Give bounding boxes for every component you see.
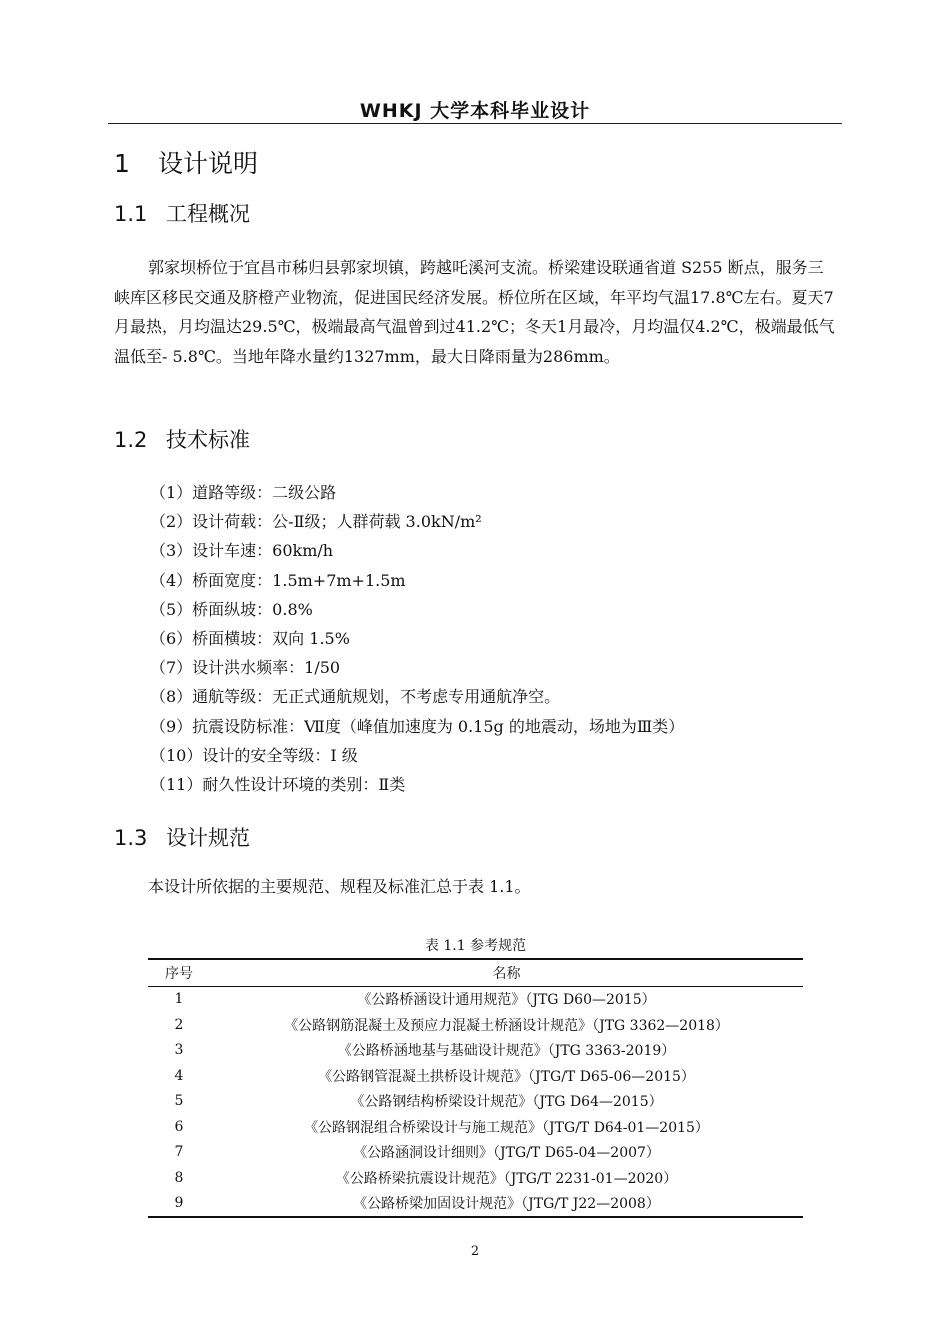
table-row bbox=[148, 1114, 803, 1140]
section-title: 技术标准 bbox=[166, 428, 250, 452]
chapter-title: 设计说明 bbox=[158, 149, 259, 178]
row-index: 4 bbox=[174, 1067, 184, 1084]
page-number: 2 bbox=[470, 1244, 480, 1259]
list-item: （11）耐久性设计环境的类别：Ⅱ类 bbox=[150, 774, 406, 794]
row-name: 《公路钢筋混凝土及预应力混凝土桥涵设计规范》（JTG 3362—2018） bbox=[284, 1017, 729, 1034]
section-heading-1-1 bbox=[114, 198, 250, 228]
table-row bbox=[148, 1191, 803, 1218]
row-index: 7 bbox=[174, 1144, 184, 1161]
column-header-name: 名称 bbox=[492, 965, 521, 982]
column-header-index: 序号 bbox=[165, 965, 193, 982]
section-number: 1.3 bbox=[114, 826, 148, 850]
overview-paragraph bbox=[114, 253, 839, 371]
row-name: 《公路涵洞设计细则》（JTG/T D65-04—2007） bbox=[353, 1145, 660, 1162]
row-index: 6 bbox=[174, 1118, 184, 1135]
section-title: 工程概况 bbox=[166, 202, 250, 226]
row-name: 《公路钢结构桥梁设计规范》（JTG D64—2015） bbox=[350, 1094, 663, 1111]
reference-table bbox=[148, 958, 803, 1218]
list-item: （2）设计荷载：公-Ⅱ级；人群荷载 3.0kN/m² bbox=[150, 512, 482, 532]
table-row bbox=[148, 1012, 803, 1038]
overview-text: 郭家坝桥位于宜昌市秭归县郭家坝镇，跨越吒溪河支流。桥梁建设联通省道 S255 断点，服务三峡库区移民交通及脐橙产业物流，促进国民经济发展。桥位所在区域，年平均气温17.8℃左右。夏天7月最热，月均温达29.5℃，极端最高气温曾到过41.2℃；冬天1月最冷，月均温仅4.2℃，极端最低气温低至- 5.8℃。当地年降水量约1327mm，最大日降雨量为286mm。 bbox=[114, 258, 835, 366]
section-title: 设计规范 bbox=[166, 826, 250, 850]
section-number: 1.2 bbox=[114, 428, 148, 452]
row-name: 《公路桥梁加固设计规范》（JTG/T J22—2008） bbox=[353, 1196, 660, 1213]
table-row bbox=[148, 1140, 803, 1166]
row-index: 2 bbox=[174, 1016, 184, 1033]
table-caption: 表 1.1 参考规范 bbox=[424, 938, 527, 954]
list-item: （9）抗震设防标准：Ⅶ度（峰值加速度为 0.15g 的地震动，场地为Ⅲ类） bbox=[150, 716, 685, 736]
table-row bbox=[148, 1089, 803, 1115]
chapter-heading bbox=[114, 144, 258, 180]
list-item: （3）设计车速：60km/h bbox=[150, 541, 334, 561]
section-heading-1-2 bbox=[114, 424, 250, 454]
running-header: WHKJ 大学本科毕业设计 bbox=[359, 100, 591, 122]
list-item: （5）桥面纵坡：0.8% bbox=[150, 599, 313, 619]
table-header-row bbox=[148, 959, 803, 986]
list-item: （7）设计洪水频率：1/50 bbox=[150, 658, 341, 678]
row-index: 9 bbox=[174, 1195, 184, 1212]
table-row bbox=[148, 986, 803, 1012]
row-name: 《公路桥梁抗震设计规范》（JTG/T 2231-01—2020） bbox=[335, 1170, 678, 1187]
chapter-number: 1 bbox=[114, 149, 130, 178]
list-item: （8）通航等级：无正式通航规划，不考虑专用通航净空。 bbox=[150, 687, 561, 707]
row-name: 《公路桥涵设计通用规范》（JTG D60—2015） bbox=[357, 992, 656, 1009]
row-name: 《公路钢混组合桥梁设计与施工规范》（JTG/T D64-01—2015） bbox=[304, 1119, 709, 1136]
row-index: 5 bbox=[174, 1093, 184, 1110]
table-row bbox=[148, 1038, 803, 1064]
table-row bbox=[148, 1063, 803, 1089]
section-heading-1-3 bbox=[114, 822, 250, 852]
row-index: 3 bbox=[174, 1042, 184, 1059]
list-item: （10）设计的安全等级：I 级 bbox=[150, 745, 358, 765]
spec-intro-text: 本设计所依据的主要规范、规程及标准汇总于表 1.1。 bbox=[148, 877, 531, 896]
row-name: 《公路钢管混凝土拱桥设计规范》（JTG/T D65-06—2015） bbox=[318, 1068, 695, 1085]
table-row bbox=[148, 1165, 803, 1191]
technical-standards-list bbox=[150, 478, 684, 799]
row-index: 8 bbox=[174, 1169, 184, 1186]
section-number: 1.1 bbox=[114, 202, 148, 226]
row-name: 《公路桥涵地基与基础设计规范》（JTG 3363-2019） bbox=[337, 1043, 676, 1060]
list-item: （4）桥面宽度：1.5m+7m+1.5m bbox=[150, 570, 406, 590]
list-item: （6）桥面横坡：双向 1.5% bbox=[150, 628, 350, 648]
row-index: 1 bbox=[174, 991, 184, 1008]
list-item: （1）道路等级：二级公路 bbox=[150, 483, 337, 502]
header-rule bbox=[108, 123, 842, 124]
